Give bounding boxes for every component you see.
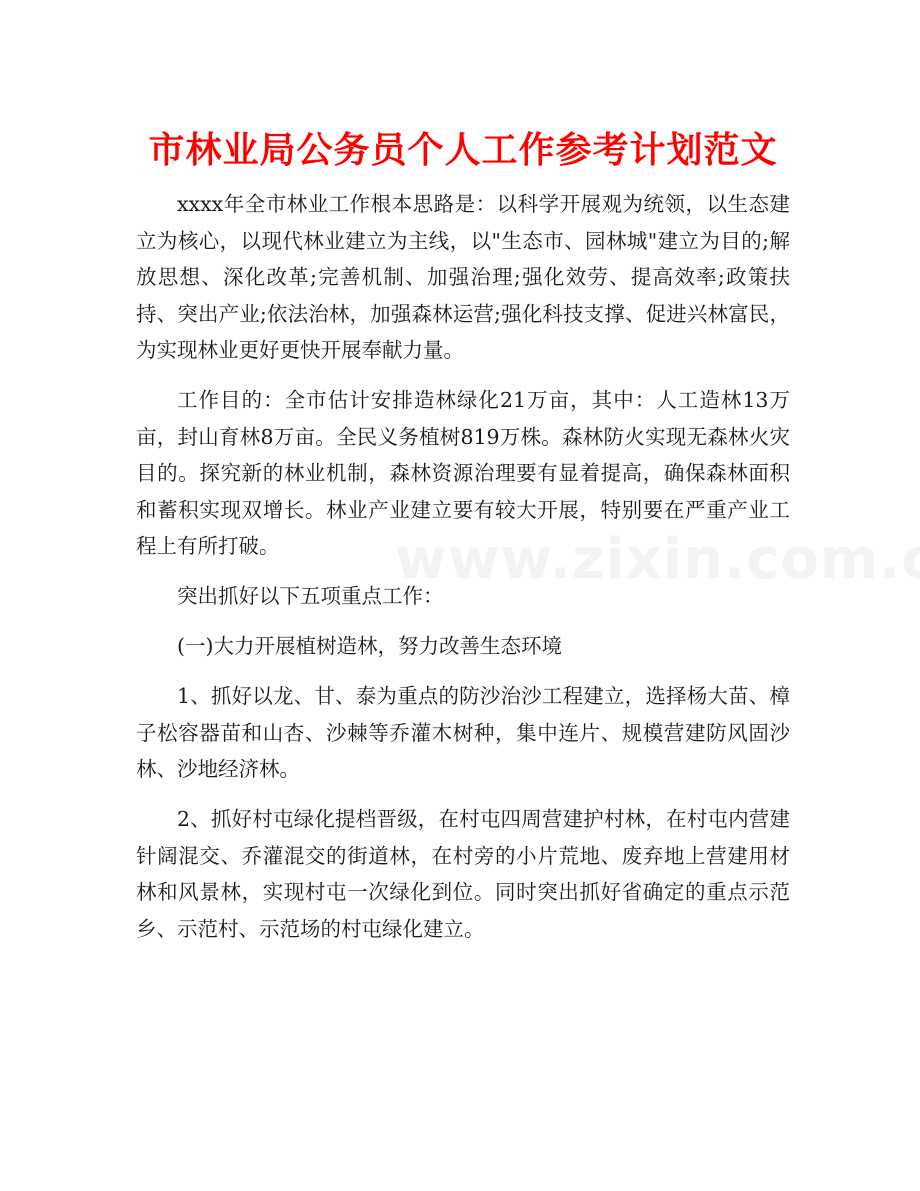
paragraph-intro: xxxx年全市林业工作根本思路是：以科学开展观为统领，以生态建立为核心，以现代林业建立为主线，以"生态市、园林城"建立为目的;解放思想、深化改革;完善机制、加强治理;强化效劳、提高效率;政策扶持、突出产业;依法治林，加强森林运营;强化科技支撑、促进兴林富民，为实现林业更好更快开展奉献力量。 (136, 192, 790, 362)
document-title: 市林业局公务员个人工作参考计划范文 (148, 130, 778, 171)
paragraph-goals: 工作目的：全市估计安排造林绿化21万亩，其中：人工造林13万亩，封山育林8万亩。全民义务植树819万株。森林防火实现无森林火灾目的。探究新的林业机制，森林资源治理要有显着提高，确保森林面积和蓄积实现双增长。林业产业建立要有较大开展，特别要在严重产业工程上有所打破。 (136, 388, 790, 558)
section-heading-1: (一)大力开展植树造林，努力改善生态环境 (177, 634, 562, 658)
document-body (136, 186, 790, 947)
paragraph-item-2: 2、抓好村屯绿化提档晋级，在村屯四周营建护村林，在村屯内营建针阔混交、乔灌混交的街道林，在村旁的小片荒地、废弃地上营建用材林和风景林，实现村屯一次绿化到位。同时突出抓好省确定的重点示范乡、示范村、示范场的村屯绿化建立。 (136, 807, 790, 941)
paragraph-key-tasks: 突出抓好以下五项重点工作： (177, 584, 444, 608)
paragraph-item-1: 1、抓好以龙、甘、泰为重点的防沙治沙工程建立，选择杨大苗、樟子松容器苗和山杏、沙棘等乔灌木树种，集中连片、规模营建防风固沙林、沙地经济林。 (136, 684, 790, 781)
